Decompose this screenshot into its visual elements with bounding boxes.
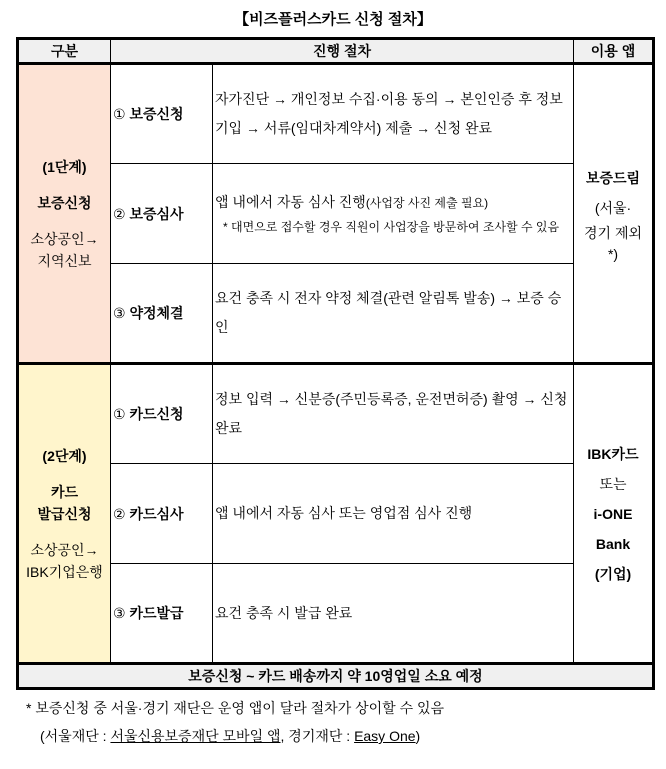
table-row: [18, 264, 654, 364]
step-text: 앱 내에서 자동 심사 진행(사업장 사진 제출 필요) * 대면으로 접수할 경우 직원이 사업장을 방문하여 조사할 수 있음: [213, 164, 574, 264]
table-footer: [18, 664, 654, 689]
step-text: 자가진단 → 개인정보 수집·이용 동의 → 본인인증 후 정보기입 → 서류(임대차계약서) 제출 → 신청 완료: [213, 64, 574, 164]
app-name: 보증드림: [585, 169, 641, 186]
table-header: [18, 39, 654, 64]
stage1-app-cell: 보증드림 (서울· 경기 제외 *): [574, 64, 654, 364]
step-text: 요건 충족 시 전자 약정 체결(관련 알림톡 발송) → 보증 승인: [213, 264, 574, 364]
table-row: [18, 364, 654, 464]
step-name: ③ 카드발급: [111, 564, 213, 664]
stage1-cell: [18, 64, 111, 364]
step-text: 앱 내에서 자동 심사 또는 영업점 심사 진행: [213, 464, 574, 564]
step-name: ① 카드신청: [111, 364, 213, 464]
step-name: ② 보증심사: [111, 164, 213, 264]
step-name: ③ 약정체결: [111, 264, 213, 364]
footnote-line2: (서울재단 : 서울신용보증재단 모바일 앱, 경기재단 : Easy One): [40, 728, 421, 744]
step-text: 요건 충족 시 발급 완료: [213, 564, 574, 664]
stage2-cell: (2단계) 카드 발급신청 소상공인→ IBK기업은행: [18, 364, 111, 664]
table-row: [18, 164, 654, 264]
step-note: * 대면으로 접수할 경우 직원이 사업장을 방문하여 조사할 수 있음: [223, 220, 560, 234]
procedure-table: [16, 37, 655, 690]
table-row: [18, 464, 654, 564]
step-name: ① 보증신청: [111, 64, 213, 164]
footer-text: 보증신청 ~ 카드 배송까지 약 10영업일 소요 예정: [18, 664, 654, 689]
table-row: [18, 64, 654, 164]
stage1-name: 보증신청: [37, 194, 92, 211]
stage1-route-to: 지역신보: [37, 252, 92, 269]
seoul-app-link: 서울신용보증재단 모바일 앱: [110, 728, 281, 744]
footnote-line1: * 보증신청 중 서울·경기 재단은 운영 앱이 달라 절차가 상이할 수 있음: [26, 700, 445, 716]
table-row: [18, 564, 654, 664]
stage1-route-from: 소상공인→: [30, 230, 99, 247]
gyeonggi-app-link: Easy One: [354, 728, 416, 744]
step-name: ② 카드심사: [111, 464, 213, 564]
page-title: 【비즈플러스카드 신청 절차】: [234, 11, 432, 28]
step-text: 정보 입력 → 신분증(주민등록증, 운전면허증) 촬영 → 신청 완료: [213, 364, 574, 464]
header-procedure: 진행 절차: [111, 39, 574, 64]
header-category: 구분: [18, 39, 111, 64]
header-app: 이용 앱: [574, 39, 654, 64]
stage2-app-cell: IBK카드 또는 i-ONE Bank (기업): [574, 364, 654, 664]
stage1-label: (1단계): [42, 158, 87, 175]
stage2-label: (2단계): [42, 447, 87, 464]
